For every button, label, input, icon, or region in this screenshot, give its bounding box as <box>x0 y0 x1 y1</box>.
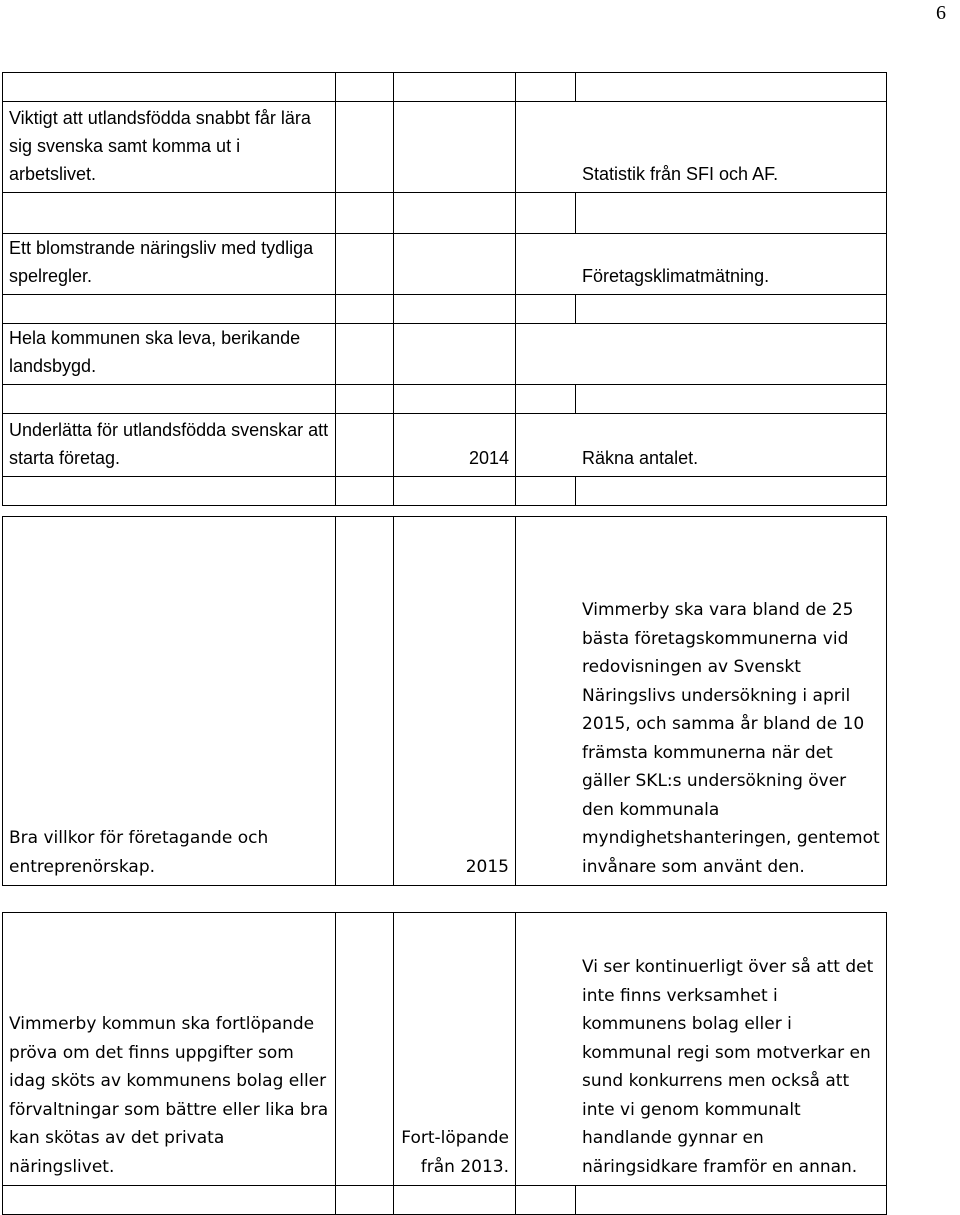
year-cell: 2015 <box>394 517 516 886</box>
page-number: 6 <box>936 2 946 24</box>
table-row <box>3 234 887 295</box>
goals-table-continued-2 <box>2 912 887 1215</box>
goal-cell: Underlätta för utlandsfödda svenskar att starta företag. <box>3 414 336 477</box>
measure-cell: Vimmerby ska vara bland de 25 bästa företagskommunerna vid redovisningen av Svenskt Näringslivs undersökning i april 2015, och samma år bland de 10 främsta kommunerna när det gäller SKL:s undersökning över den kommunala myndighetshanteringen, gentemot invånare som använt den. <box>516 517 887 886</box>
goal-cell: Bra villkor för företagande och entreprenörskap. <box>3 517 336 886</box>
table-row-spacer <box>3 385 887 414</box>
table-row-spacer <box>3 73 887 102</box>
table-row-spacer <box>3 295 887 324</box>
year-cell <box>394 102 516 193</box>
goal-cell: Vimmerby kommun ska fortlöpande pröva om det finns uppgifter som idag sköts av kommunens bolag eller förvaltningar som bättre eller lika bra kan skötas av det privata näringslivet. <box>3 913 336 1186</box>
year-cell: 2014 <box>394 414 516 477</box>
measure-cell: Företagsklimatmätning. <box>516 234 887 295</box>
table-row-spacer <box>3 193 887 234</box>
year-cell: Fort-löpande från 2013. <box>394 913 516 1186</box>
table-row <box>3 324 887 385</box>
table-row <box>3 414 887 477</box>
measure-cell <box>516 324 887 385</box>
year-cell <box>394 324 516 385</box>
year-cell <box>394 234 516 295</box>
goals-table-continued <box>2 516 887 886</box>
table-row <box>3 517 887 886</box>
measure-cell: Räkna antalet. <box>516 414 887 477</box>
table-row-spacer <box>3 477 887 506</box>
goal-cell: Ett blomstrande näringsliv med tydliga spelregler. <box>3 234 336 295</box>
measure-cell: Vi ser kontinuerligt över så att det inte finns verksamhet i kommunens bolag eller i kommunal regi som motverkar en sund konkurrens men också att inte vi genom kommunalt handlande gynnar en näringsidkare framför en annan. <box>516 913 887 1186</box>
goal-cell: Hela kommunen ska leva, berikande landsbygd. <box>3 324 336 385</box>
goals-table <box>2 72 887 506</box>
table-row-spacer <box>3 1186 887 1215</box>
goal-cell: Viktigt att utlandsfödda snabbt får lära sig svenska samt komma ut i arbetslivet. <box>3 102 336 193</box>
measure-cell: Statistik från SFI och AF. <box>516 102 887 193</box>
table-row <box>3 913 887 1186</box>
table-row <box>3 102 887 193</box>
